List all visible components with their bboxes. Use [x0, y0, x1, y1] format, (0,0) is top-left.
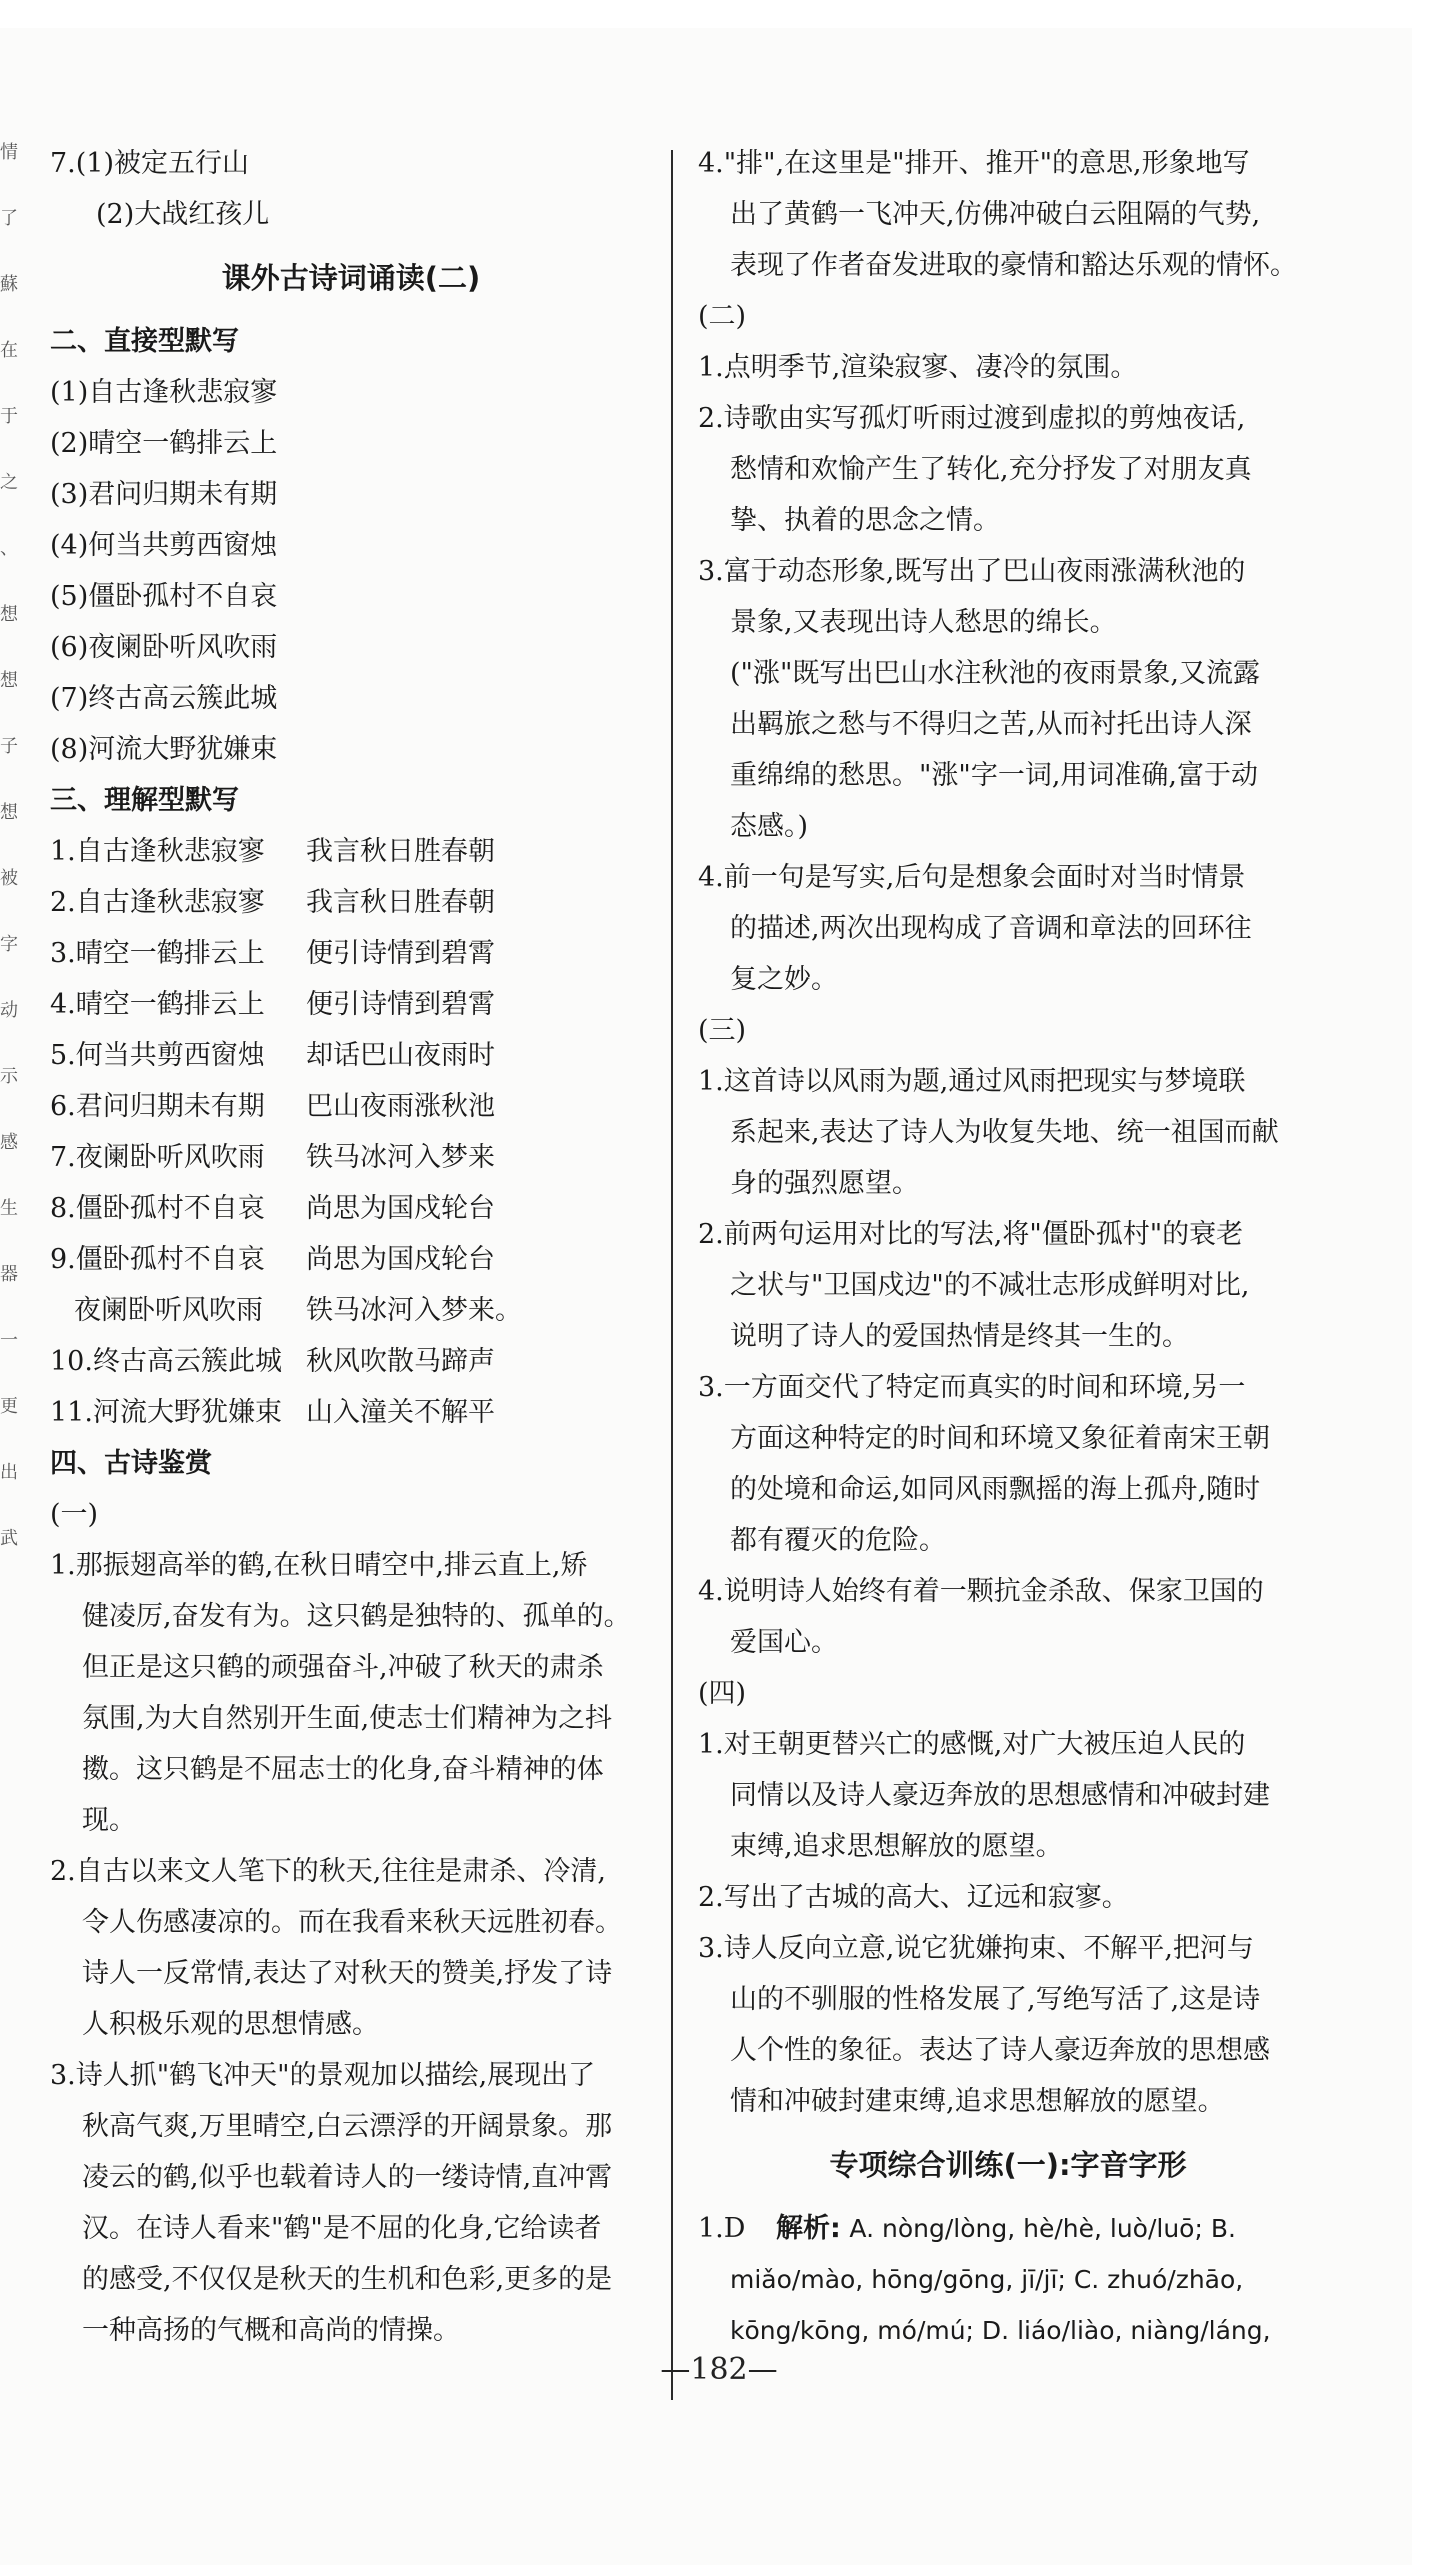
- part3-heading: 三、理解型默写: [50, 785, 239, 816]
- answer-text: 情和冲破封建束缚,追求思想解放的愿望。: [730, 2086, 1225, 2117]
- answer-text: 诗人一反常情,表达了对秋天的赞美,抒发了诗: [82, 1958, 613, 1989]
- list-item: (4)何当共剪西窗烛: [50, 530, 278, 561]
- table-row: [50, 1234, 652, 1285]
- answer-text: 都有覆灭的危险。: [730, 1525, 946, 1556]
- answer-text: 人个性的象征。表达了诗人豪迈奔放的思想感: [730, 2035, 1270, 2066]
- second-line: 我言秋日胜春朝: [306, 836, 495, 867]
- right-column: [698, 138, 1318, 2356]
- first-line: 7.夜阑卧听风吹雨: [50, 1142, 265, 1173]
- section-title-pronunciation-training: 专项综合训练(一):字音字形: [829, 2148, 1187, 2182]
- answer-text: 凌云的鹤,似乎也载着诗人的一缕诗情,直冲霄: [82, 2162, 613, 2193]
- answer-text: 1.点明季节,渲染寂寥、凄冷的氛围。: [698, 352, 1138, 383]
- first-line: 9.僵卧孤村不自哀: [50, 1244, 265, 1275]
- answer-text: 之状与"卫国戍边"的不减壮志形成鲜明对比,: [730, 1270, 1250, 1301]
- table-row: [50, 826, 652, 877]
- pinyin-text: miǎo/mào, hōng/gōng, jī/jī; C. zhuó/zhāo,: [730, 2265, 1244, 2294]
- answer-text: 愁情和欢愉产生了转化,充分抒发了对朋友真: [730, 454, 1252, 485]
- answer-text: 2.写出了古城的高大、辽远和寂寥。: [698, 1882, 1129, 1913]
- list-item: (3)君问归期未有期: [50, 479, 278, 510]
- answer-text: 4.说明诗人始终有着一颗抗金杀敌、保家卫国的: [698, 1576, 1264, 1607]
- table-row: [50, 979, 652, 1030]
- table-row: [50, 1081, 652, 1132]
- answer-text: 的感受,不仅仅是秋天的生机和色彩,更多的是: [82, 2264, 613, 2295]
- answer-text: 出羁旅之愁与不得归之苦,从而衬托出诗人深: [730, 709, 1252, 740]
- answer-text: 表现了作者奋发进取的豪情和豁达乐观的情怀。: [730, 250, 1297, 281]
- answer-7-part1: 7.(1)被定五行山: [50, 148, 250, 179]
- answer-text: 一种高扬的气概和高尚的情操。: [82, 2315, 460, 2346]
- table-row: [50, 928, 652, 979]
- answer-text: 3.富于动态形象,既写出了巴山夜雨涨满秋池的: [698, 556, 1246, 587]
- answer-text: 态感。): [730, 811, 809, 842]
- answer-text: 现。: [82, 1805, 136, 1836]
- answer-text: 但正是这只鹤的顽强奋斗,冲破了秋天的肃杀: [82, 1652, 604, 1683]
- second-line: 巴山夜雨涨秋池: [306, 1091, 495, 1122]
- answer-text: 汉。在诗人看来"鹤"是不屈的化身,它给读者: [82, 2213, 602, 2244]
- table-row: [50, 1030, 652, 1081]
- answer-text: 1.对王朝更替兴亡的感慨,对广大被压迫人民的: [698, 1729, 1246, 1760]
- first-line: 3.晴空一鹤排云上: [50, 938, 265, 969]
- second-line: 便引诗情到碧霄: [306, 989, 495, 1020]
- answer-text: 束缚,追求思想解放的愿望。: [730, 1831, 1063, 1862]
- first-line: 8.僵卧孤村不自哀: [50, 1193, 265, 1224]
- second-line: 尚思为国戍轮台: [306, 1244, 495, 1275]
- list-item: (8)河流大野犹嫌束: [50, 734, 278, 765]
- second-line: 便引诗情到碧霄: [306, 938, 495, 969]
- list-item: (5)僵卧孤村不自哀: [50, 581, 278, 612]
- previous-page-margin-fragment: 情 了 蘇 在 于 之 、 想 想 子 想 被 字 动 示 感 生 器 一 更 出 武: [0, 142, 18, 1549]
- table-row: [50, 1183, 652, 1234]
- first-line: 夜阑卧听风吹雨: [74, 1295, 263, 1326]
- answer-text: 健凌厉,奋发有为。这只鹤是独特的、孤单的。: [82, 1601, 631, 1632]
- answer-text: 复之妙。: [730, 964, 838, 995]
- answer-number: 1.D: [698, 2213, 746, 2244]
- section-title-classical-poetry: 课外古诗词诵读(二): [221, 261, 481, 295]
- list-item: (6)夜阑卧听风吹雨: [50, 632, 278, 663]
- answer-text: 2.前两句运用对比的写法,将"僵卧孤村"的衰老: [698, 1219, 1244, 1250]
- table-row: [50, 1336, 652, 1387]
- part2-heading: 二、直接型默写: [50, 326, 239, 357]
- first-line: 1.自古逢秋悲寂寥: [50, 836, 265, 867]
- subsection-label: (一): [50, 1499, 99, 1530]
- answer-text: 重绵绵的愁思。"涨"字一词,用词准确,富于动: [730, 760, 1259, 791]
- answer-text: 同情以及诗人豪迈奔放的思想感情和冲破封建: [730, 1780, 1270, 1811]
- answer-text: 爱国心。: [730, 1627, 838, 1658]
- answer-text: 氛围,为大自然别开生面,使志士们精神为之抖: [82, 1703, 613, 1734]
- answer-text: 令人伤感凄凉的。而在我看来秋天远胜初春。: [82, 1907, 622, 1938]
- table-row: [50, 1387, 652, 1438]
- answer-text: 的描述,两次出现构成了音调和章法的回环往: [730, 913, 1252, 944]
- second-line: 秋风吹散马蹄声: [306, 1346, 495, 1377]
- answer-text: 出了黄鹤一飞冲天,仿佛冲破白云阻隔的气势,: [730, 199, 1261, 230]
- first-line: 5.何当共剪西窗烛: [50, 1040, 265, 1071]
- list-item: (2)晴空一鹤排云上: [50, 428, 278, 459]
- answer-text: 1.这首诗以风雨为题,通过风雨把现实与梦境联: [698, 1066, 1246, 1097]
- answer-text: 山的不驯服的性格发展了,写绝写活了,这是诗: [730, 1984, 1261, 2015]
- answer-text: 2.诗歌由实写孤灯听雨过渡到虚拟的剪烛夜话,: [698, 403, 1246, 434]
- table-row: [50, 877, 652, 928]
- answer-text: 4.前一句是写实,后句是想象会面时对当时情景: [698, 862, 1246, 893]
- pinyin-text: A. nòng/lòng, hè/hè, luò/luō; B.: [849, 2214, 1236, 2243]
- answer-text: 3.诗人抓"鹤飞冲天"的景观加以描绘,展现出了: [50, 2060, 596, 2091]
- list-item: (1)自古逢秋悲寂寥: [50, 377, 278, 408]
- answer-text: 身的强烈愿望。: [730, 1168, 919, 1199]
- subsection-label: (四): [698, 1678, 747, 1709]
- first-line: 4.晴空一鹤排云上: [50, 989, 265, 1020]
- second-line: 山入潼关不解平: [306, 1397, 495, 1428]
- left-column: [50, 138, 652, 2356]
- right-border: [1412, 0, 1438, 2565]
- answer-text: 说明了诗人的爱国热情是终其一生的。: [730, 1321, 1189, 1352]
- answer-text: 系起来,表达了诗人为收复失地、统一祖国而献: [730, 1117, 1279, 1148]
- answer-text: 方面这种特定的时间和环境又象征着南宋王朝: [730, 1423, 1270, 1454]
- answer-text: 秋高气爽,万里晴空,白云漂浮的开阔景象。那: [82, 2111, 613, 2142]
- subsection-label: (三): [698, 1015, 747, 1046]
- answer-text: 擞。这只鹤是不屈志士的化身,奋斗精神的体: [82, 1754, 604, 1785]
- table-row: [50, 1132, 652, 1183]
- answer-text: 2.自古以来文人笔下的秋天,往往是肃杀、冷清,: [50, 1856, 606, 1887]
- page-number: —182—: [660, 2352, 778, 2387]
- answer-1-line1: [698, 2203, 1318, 2254]
- answer-text: 4."排",在这里是"排开、推开"的意思,形象地写: [698, 148, 1250, 179]
- column-divider: [671, 150, 673, 2400]
- second-line: 却话巴山夜雨时: [306, 1040, 495, 1071]
- answer-text: 3.诗人反向立意,说它犹嫌拘束、不解平,把河与: [698, 1933, 1254, 1964]
- answer-text: 挚、执着的思念之情。: [730, 505, 1000, 536]
- list-item: (7)终古高云簇此城: [50, 683, 278, 714]
- analysis-label: 解析:: [776, 2213, 841, 2244]
- answer-text: 1.那振翅高举的鹤,在秋日晴空中,排云直上,矫: [50, 1550, 588, 1581]
- second-line: 铁马冰河入梦来。: [306, 1295, 522, 1326]
- second-line: 我言秋日胜春朝: [306, 887, 495, 918]
- subsection-label: (二): [698, 301, 747, 332]
- answer-text: 景象,又表现出诗人愁思的绵长。: [730, 607, 1117, 638]
- first-line: 2.自古逢秋悲寂寥: [50, 887, 265, 918]
- answer-text: 3.一方面交代了特定而真实的时间和环境,另一: [698, 1372, 1246, 1403]
- top-border: [0, 0, 1438, 28]
- second-line: 铁马冰河入梦来: [306, 1142, 495, 1173]
- table-row: [50, 1285, 652, 1336]
- answer-text: 人积极乐观的思想情感。: [82, 2009, 379, 2040]
- answer-7-part2: (2)大战红孩儿: [96, 199, 270, 230]
- pinyin-text: kōng/kōng, mó/mú; D. liáo/liào, niàng/láng,: [730, 2316, 1271, 2345]
- first-line: 6.君问归期未有期: [50, 1091, 265, 1122]
- second-line: 尚思为国戍轮台: [306, 1193, 495, 1224]
- answer-text: ("涨"既写出巴山水注秋池的夜雨景象,又流露: [730, 658, 1260, 689]
- part4-heading: 四、古诗鉴赏: [50, 1448, 212, 1479]
- first-line: 10.终古高云簇此城: [50, 1346, 282, 1377]
- answer-text: 的处境和命运,如同风雨飘摇的海上孤舟,随时: [730, 1474, 1261, 1505]
- first-line: 11.河流大野犹嫌束: [50, 1397, 282, 1428]
